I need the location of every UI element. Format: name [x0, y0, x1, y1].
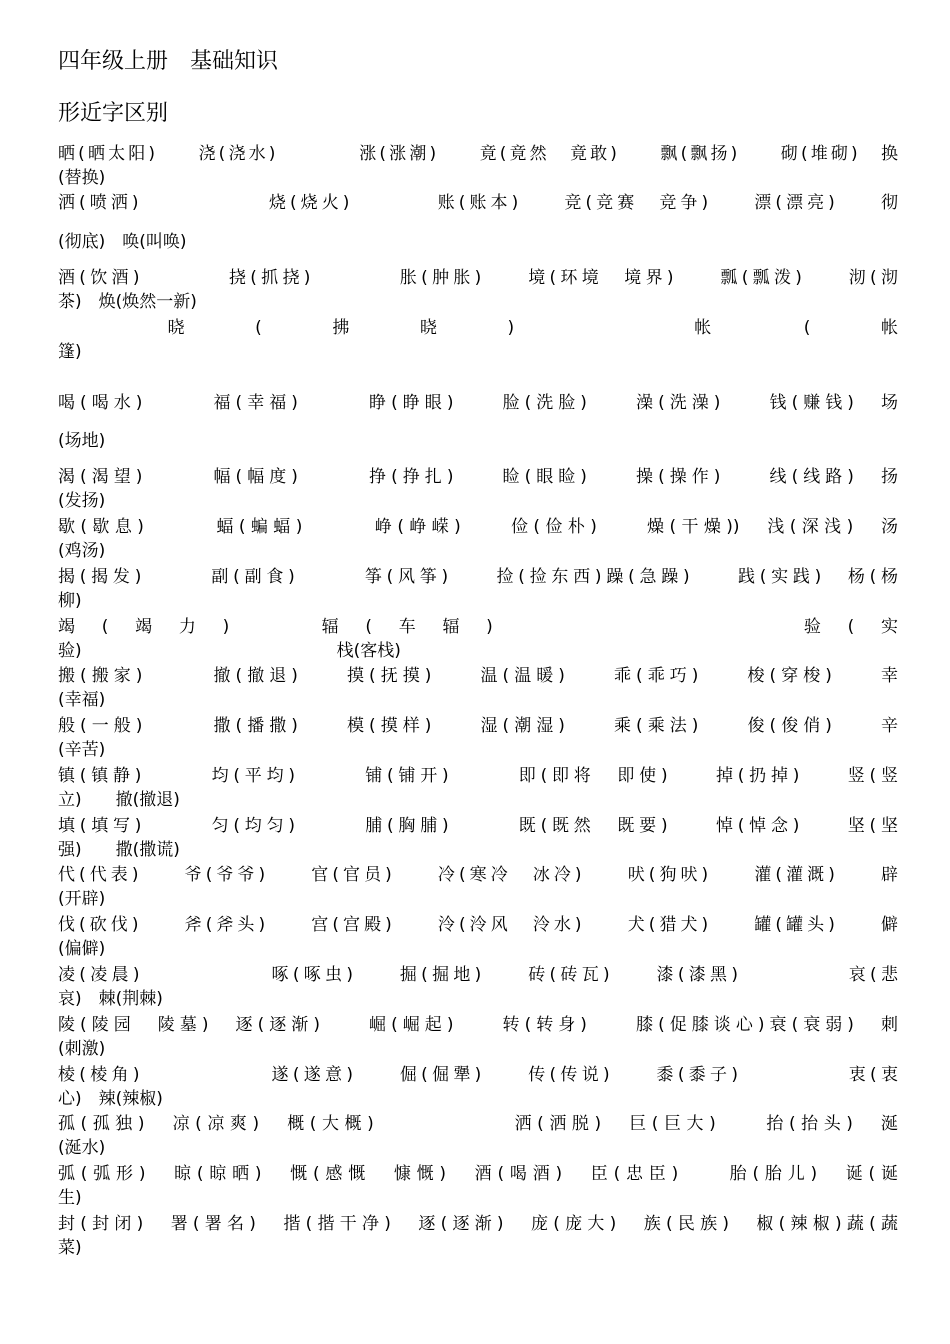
text-line: (彻底) 唤(叫唤): [58, 232, 187, 252]
text-line: (涎水): [58, 1138, 106, 1158]
text-line: 封(封闭) 署(署名) 揩(揩干净) 逐(逐渐) 庞(庞大) 族(民族) 椒(辣椒)蔬(蔬: [58, 1214, 898, 1234]
text-line: 菜): [58, 1238, 82, 1258]
text-line: 揭(揭发) 副(副食) 筝(风筝) 捡(捡东西)躁(急躁) 践(实践) 杨(杨: [58, 567, 899, 587]
text-line: 哀) 棘(荆棘): [58, 989, 163, 1009]
text-line: (场地): [58, 431, 106, 451]
text-line: 填(填写) 匀(均匀) 脯(胸脯) 既(既然 既要) 悼(悼念) 坚(坚: [58, 816, 898, 836]
text-line: 生): [58, 1188, 82, 1208]
text-line: 酒(饮酒) 挠(抓挠) 胀(肿胀) 境(环境 境界) 瓢(瓢泼) 沏(沏: [58, 268, 898, 288]
text-line: 伐(砍伐) 斧(斧头) 宫(宫殿) 泠(泠风 泠水) 犬(猎犬) 罐(罐头) 僻: [58, 915, 898, 935]
text-line: 歇(歇息) 蝠(蝙蝠) 峥(峥嵘) 俭(俭朴) 燥(干燥)) 浅(深浅) 汤: [58, 517, 898, 537]
text-line: 孤(孤独) 凉(凉爽) 概(大概) 洒(洒脱) 巨(巨大) 抬(抬头) 涎: [58, 1114, 898, 1134]
text-line: (辛苦): [58, 740, 106, 760]
text-line: 竭 ( 竭 力 ) 辐 ( 车 辐 ) 验 ( 实: [58, 617, 898, 637]
text-line: 代(代表) 爷(爷爷) 官(官员) 冷(寒冷 冰冷) 吠(狗吠) 灌(灌溉) 辟: [58, 865, 898, 885]
text-line: (幸福): [58, 690, 106, 710]
text-line: (鸡汤): [58, 541, 106, 561]
text-line: 心) 辣(辣椒): [58, 1089, 163, 1109]
text-line: 强) 撒(撒谎): [58, 840, 180, 860]
text-line: 陵(陵园 陵墓) 逐(逐渐) 崛(崛起) 转(转身) 膝(促膝谈心)衰(衰弱) 刺: [58, 1015, 898, 1035]
text-line: 柳): [58, 591, 82, 611]
text-line: 凌(凌晨) 啄(啄虫) 掘(掘地) 砖(砖瓦) 漆(漆黑) 哀(悲: [58, 965, 898, 985]
text-line: 验) 栈(客栈): [58, 641, 401, 661]
document-title: 四年级上册 基础知识: [58, 49, 279, 74]
text-line: (发扬): [58, 491, 106, 511]
text-line: (开辟): [58, 889, 106, 909]
text-line: (替换): [58, 168, 106, 188]
text-line: 般(一般) 撒(播撒) 模(摸样) 湿(潮湿) 乘(乘法) 俊(俊俏) 辛: [58, 716, 898, 736]
text-line: 茶) 焕(焕然一新): [58, 292, 197, 312]
text-line: 弧(弧形) 晾(晾晒) 慨(感慨 慷慨) 酒(喝酒) 臣(忠臣) 胎(胎儿) 诞(诞: [58, 1164, 898, 1184]
text-line: 棱(棱角) 遂(遂意) 倔(倔犟) 传(传说) 黍(黍子) 衷(衷: [58, 1065, 898, 1085]
text-line: (刺激): [58, 1039, 106, 1059]
text-line: 洒(喷洒) 烧(烧火) 账(账本) 竞(竞赛 竞争) 漂(漂亮) 彻: [58, 193, 898, 213]
text-line: 搬(搬家) 撤(撤退) 摸(抚摸) 温(温暖) 乖(乖巧) 梭(穿梭) 幸: [58, 666, 898, 686]
text-line: 渴(渴望) 幅(幅度) 挣(挣扎) 睑(眼睑) 操(操作) 线(线路) 扬: [58, 467, 898, 487]
text-line: 晓 ( 拂 晓 ) 帐 ( 帐: [58, 318, 898, 338]
text-line: 篷): [58, 342, 82, 362]
section-title: 形近字区别: [58, 101, 169, 126]
text-line: 晒(晒太阳) 浇(浇水) 涨(涨潮) 竟(竟然 竟敢) 飘(飘扬) 砌(堆砌) 换: [58, 144, 898, 164]
text-line: 喝(喝水) 福(幸福) 睁(睁眼) 脸(洗脸) 澡(洗澡) 钱(赚钱) 场: [58, 393, 898, 413]
text-line: 立) 撤(撤退): [58, 790, 180, 810]
text-line: 镇(镇静) 均(平均) 铺(铺开) 即(即将 即使) 掉(扔掉) 竖(竖: [58, 766, 898, 786]
text-line: (偏僻): [58, 939, 106, 959]
